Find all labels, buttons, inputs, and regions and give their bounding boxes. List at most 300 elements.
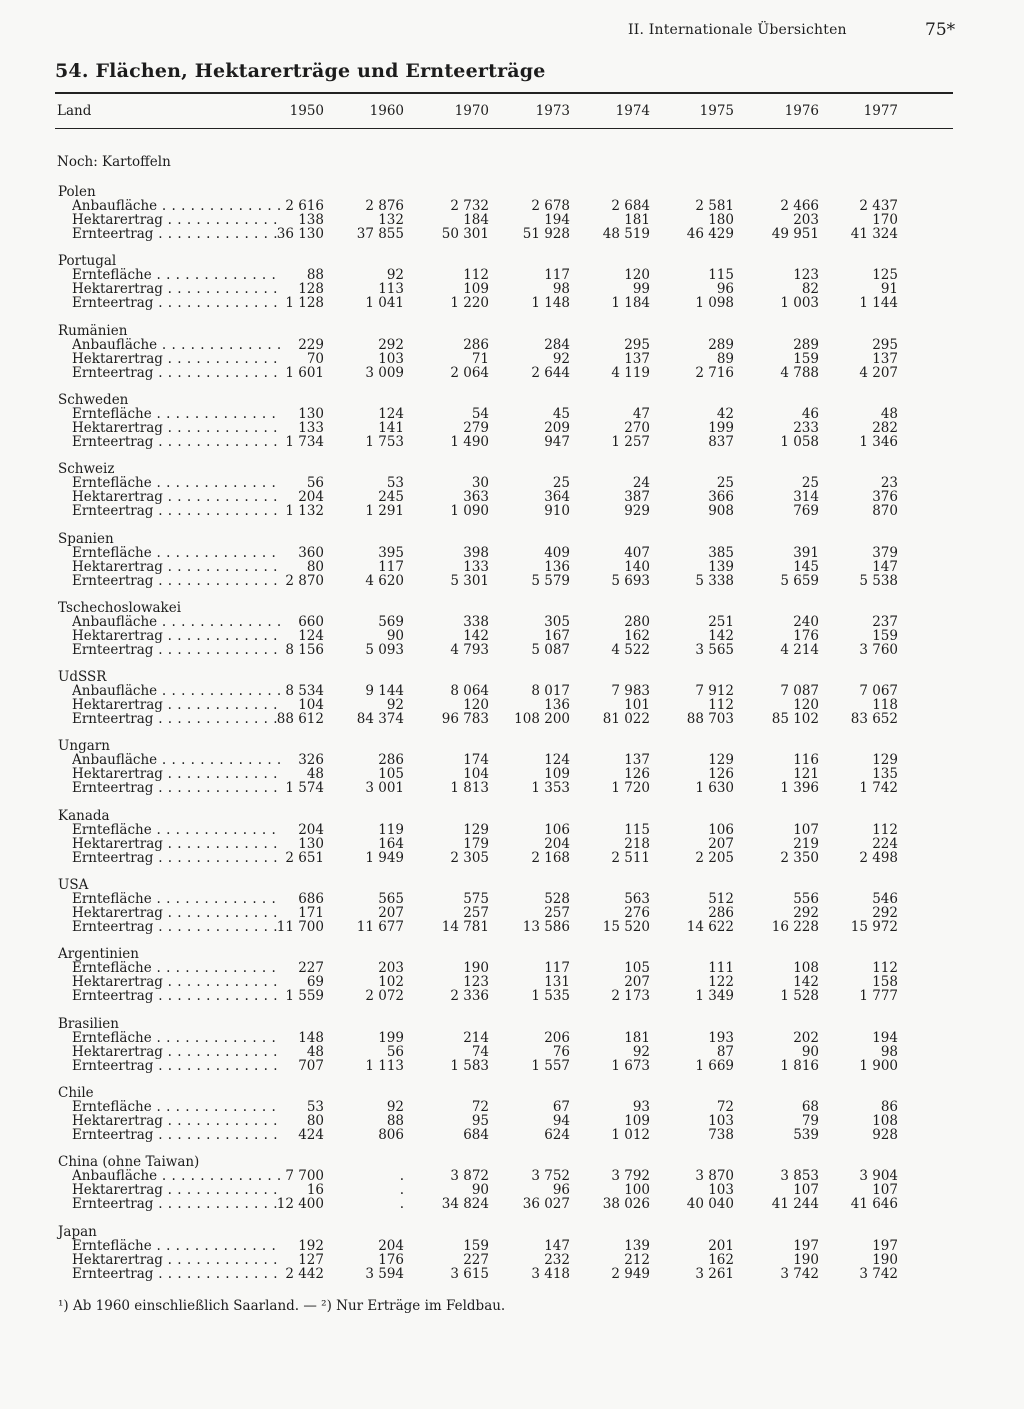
table-cell: 159 <box>463 1238 489 1254</box>
table-cell: 92 <box>552 351 570 367</box>
country-name: China (ohne Taiwan) <box>58 1154 200 1170</box>
table-cell: 25 <box>716 475 734 491</box>
row-label: Ernteertrag . . . <box>72 296 280 310</box>
table-cell: 184 <box>463 212 489 228</box>
table-cell: 5 538 <box>859 573 898 589</box>
country-block <box>0 185 1024 245</box>
table-row <box>0 906 1024 920</box>
table-cell: 2 442 <box>285 1266 324 1282</box>
country-name: Japan <box>58 1224 97 1240</box>
table-cell: 48 <box>306 766 324 782</box>
table-cell: 41 646 <box>850 1196 898 1212</box>
table-cell: 119 <box>378 822 404 838</box>
table-cell: 1 396 <box>780 780 819 796</box>
table-cell: 684 <box>463 1127 489 1143</box>
table-cell: 2 716 <box>695 365 734 381</box>
table-cell: 7 983 <box>611 683 650 699</box>
table-cell: 109 <box>463 281 489 297</box>
table-cell: 48 <box>880 406 898 422</box>
table-cell: 113 <box>378 281 404 297</box>
table-cell: 126 <box>624 766 650 782</box>
table-cell: 929 <box>624 503 650 519</box>
table-cell: 68 <box>801 1099 819 1115</box>
row-label: Erntefläche . . . <box>72 1239 280 1253</box>
table-cell: 70 <box>306 351 324 367</box>
table-cell: 1 583 <box>450 1058 489 1074</box>
table-cell: 910 <box>544 503 570 519</box>
table-row <box>0 476 1024 490</box>
table-cell: 136 <box>544 559 570 575</box>
table-cell: 305 <box>544 614 570 630</box>
table-cell: 80 <box>306 1113 324 1129</box>
table-row <box>0 366 1024 380</box>
table-cell: 46 429 <box>686 226 734 242</box>
table-cell: 135 <box>872 766 898 782</box>
table-cell: 209 <box>544 420 570 436</box>
table-cell: 1 144 <box>859 295 898 311</box>
table-cell: 45 <box>552 406 570 422</box>
table-cell: 102 <box>378 974 404 990</box>
table-cell: 707 <box>298 1058 324 1074</box>
table-cell: 4 119 <box>611 365 650 381</box>
table-cell: 96 <box>716 281 734 297</box>
row-label: Hektarertrag . . . <box>72 629 280 643</box>
table-cell: 3 418 <box>531 1266 570 1282</box>
table-cell: 201 <box>708 1238 734 1254</box>
country-name: Schweden <box>58 392 129 408</box>
table-cell: 326 <box>298 752 324 768</box>
table-cell: 738 <box>708 1127 734 1143</box>
table-row <box>0 338 1024 352</box>
table-cell: 159 <box>793 351 819 367</box>
table-cell: 147 <box>872 559 898 575</box>
row-label: Anbaufläche . . . <box>72 684 280 698</box>
table-cell: 1 669 <box>695 1058 734 1074</box>
table-row <box>0 961 1024 975</box>
table-cell: 1 601 <box>285 365 324 381</box>
table-cell: 338 <box>463 614 489 630</box>
row-label: Ernteertrag . . . <box>72 989 280 1003</box>
table-cell: 88 <box>386 1113 404 1129</box>
table-cell: 1 490 <box>450 434 489 450</box>
table-cell: 282 <box>872 420 898 436</box>
table-cell: 2 644 <box>531 365 570 381</box>
table-cell: 8 017 <box>531 683 570 699</box>
row-label: Hektarertrag . . . <box>72 1253 280 1267</box>
table-cell: 105 <box>378 766 404 782</box>
table-cell: 276 <box>624 905 650 921</box>
table-cell: 245 <box>378 489 404 505</box>
table-cell: 115 <box>708 267 734 283</box>
row-label: Anbaufläche . . . <box>72 615 280 629</box>
table-cell: 197 <box>872 1238 898 1254</box>
table-cell: 162 <box>624 628 650 644</box>
table-cell: 49 951 <box>771 226 819 242</box>
country-block <box>0 254 1024 314</box>
table-cell: 96 783 <box>441 711 489 727</box>
table-cell: 2 678 <box>531 198 570 214</box>
table-cell: 120 <box>624 267 650 283</box>
table-cell: 398 <box>463 545 489 561</box>
table-cell: 14 622 <box>686 919 734 935</box>
table-cell: 5 659 <box>780 573 819 589</box>
country-block <box>0 393 1024 453</box>
table-cell: 98 <box>552 281 570 297</box>
country-block <box>0 1017 1024 1077</box>
table-cell: 129 <box>872 752 898 768</box>
table-cell: 214 <box>463 1030 489 1046</box>
table-cell: 2 498 <box>859 850 898 866</box>
table-cell: 194 <box>872 1030 898 1046</box>
table-cell: 181 <box>624 212 650 228</box>
table-cell: 53 <box>386 475 404 491</box>
country-name: Schweiz <box>58 461 115 477</box>
table-cell: 16 228 <box>771 919 819 935</box>
table-row <box>0 435 1024 449</box>
table-cell: 53 <box>306 1099 324 1115</box>
table-cell: 199 <box>708 420 734 436</box>
row-label: Hektarertrag . . . <box>72 421 280 435</box>
table-cell: 289 <box>708 337 734 353</box>
table-cell: 124 <box>378 406 404 422</box>
table-cell: 575 <box>463 891 489 907</box>
table-cell: 237 <box>872 614 898 630</box>
table-cell: 1 734 <box>285 434 324 450</box>
table-row <box>0 282 1024 296</box>
table-cell: 1 132 <box>285 503 324 519</box>
country-block <box>0 462 1024 522</box>
table-cell: 15 972 <box>850 919 898 935</box>
row-label: Hektarertrag . . . <box>72 767 280 781</box>
table-cell: 1 012 <box>611 1127 650 1143</box>
country-block <box>0 1155 1024 1215</box>
table-cell: 5 693 <box>611 573 650 589</box>
table-cell: 292 <box>793 905 819 921</box>
table-cell: 286 <box>378 752 404 768</box>
table-cell: 11 700 <box>276 919 324 935</box>
row-label: Ernteertrag . . . <box>72 366 280 380</box>
table-row <box>0 1031 1024 1045</box>
table-cell: 251 <box>708 614 734 630</box>
row-label: Hektarertrag . . . <box>72 698 280 712</box>
table-cell: 23 <box>880 475 898 491</box>
column-header-land: Land <box>57 103 92 119</box>
table-cell: 197 <box>793 1238 819 1254</box>
table-row <box>0 1045 1024 1059</box>
table-cell: 3 904 <box>859 1168 898 1184</box>
table-cell: 36 130 <box>276 226 324 242</box>
table-cell: 167 <box>544 628 570 644</box>
table-row <box>0 712 1024 726</box>
country-name: Polen <box>58 184 96 200</box>
table-cell: 103 <box>708 1113 734 1129</box>
table-cell: 366 <box>708 489 734 505</box>
country-name: Brasilien <box>58 1016 119 1032</box>
table-cell: 72 <box>716 1099 734 1115</box>
table-cell: 95 <box>471 1113 489 1129</box>
table-cell: 83 652 <box>850 711 898 727</box>
row-label: Erntefläche . . . <box>72 823 280 837</box>
table-cell: 48 <box>306 1044 324 1060</box>
row-label: Ernteertrag . . . <box>72 1059 280 1073</box>
table-cell: 104 <box>463 766 489 782</box>
table-cell: 112 <box>872 960 898 976</box>
table-cell: 224 <box>872 836 898 852</box>
table-cell: 12 400 <box>276 1196 324 1212</box>
table-cell: 4 207 <box>859 365 898 381</box>
table-cell: 127 <box>298 1252 324 1268</box>
table-cell: 279 <box>463 420 489 436</box>
table-cell: 115 <box>624 822 650 838</box>
country-block <box>0 601 1024 661</box>
table-cell: 292 <box>378 337 404 353</box>
row-label: Hektarertrag . . . <box>72 282 280 296</box>
table-cell: 2 305 <box>450 850 489 866</box>
table-cell: 30 <box>471 475 489 491</box>
table-cell: 81 022 <box>602 711 650 727</box>
table-cell: 117 <box>378 559 404 575</box>
table-cell: 563 <box>624 891 650 907</box>
table-cell: 1 673 <box>611 1058 650 1074</box>
table-cell: 1 058 <box>780 434 819 450</box>
table-cell: 1 098 <box>695 295 734 311</box>
table-cell: 1 742 <box>859 780 898 796</box>
table-cell: 512 <box>708 891 734 907</box>
column-header-year: 1975 <box>699 103 734 119</box>
table-cell: 3 261 <box>695 1266 734 1282</box>
table-cell: 5 093 <box>365 642 404 658</box>
table-cell: 1 148 <box>531 295 570 311</box>
table-cell: 25 <box>801 475 819 491</box>
table-cell: 37 855 <box>356 226 404 242</box>
table-row <box>0 1267 1024 1281</box>
table-cell: 391 <box>793 545 819 561</box>
table-cell: 120 <box>463 697 489 713</box>
table-cell: 120 <box>793 697 819 713</box>
table-cell: 190 <box>793 1252 819 1268</box>
table-cell: 1 128 <box>285 295 324 311</box>
table-cell: 424 <box>298 1127 324 1143</box>
table-cell: 624 <box>544 1127 570 1143</box>
row-label: Hektarertrag . . . <box>72 1045 280 1059</box>
row-label: Hektarertrag . . . <box>72 490 280 504</box>
table-cell: 203 <box>378 960 404 976</box>
table-cell: 2 072 <box>365 988 404 1004</box>
table-cell: 233 <box>793 420 819 436</box>
column-header-year: 1950 <box>289 103 324 119</box>
table-cell: 363 <box>463 489 489 505</box>
column-header-year: 1977 <box>863 103 898 119</box>
table-cell: 129 <box>708 752 734 768</box>
table-cell: 686 <box>298 891 324 907</box>
column-header-year: 1976 <box>784 103 819 119</box>
row-label: Ernteertrag . . . <box>72 643 280 657</box>
table-header-rule <box>55 128 953 129</box>
table-cell: 9 144 <box>365 683 404 699</box>
table-row <box>0 213 1024 227</box>
table-row <box>0 560 1024 574</box>
row-label: Erntefläche . . . <box>72 407 280 421</box>
table-cell: 123 <box>793 267 819 283</box>
table-cell: 25 <box>552 475 570 491</box>
table-cell: . <box>399 1196 404 1212</box>
table-cell: 38 026 <box>602 1196 650 1212</box>
table-cell: 159 <box>872 628 898 644</box>
table-row <box>0 698 1024 712</box>
table-cell: 1 528 <box>780 988 819 1004</box>
table-title: 54. Flächen, Hektarerträge und Ernteerträge <box>55 60 546 82</box>
table-cell: 409 <box>544 545 570 561</box>
table-cell: 2 651 <box>285 850 324 866</box>
table-cell: 108 <box>793 960 819 976</box>
country-name: Portugal <box>58 253 117 269</box>
table-cell: 3 565 <box>695 642 734 658</box>
table-cell: 8 156 <box>285 642 324 658</box>
table-cell: 89 <box>716 351 734 367</box>
table-cell: 1 535 <box>531 988 570 1004</box>
table-cell: 1 349 <box>695 988 734 1004</box>
table-cell: 3 742 <box>859 1266 898 1282</box>
column-header-year: 1960 <box>369 103 404 119</box>
table-cell: 3 001 <box>365 780 404 796</box>
table-cell: 88 <box>306 267 324 283</box>
country-block <box>0 1225 1024 1285</box>
table-cell: 69 <box>306 974 324 990</box>
table-row <box>0 975 1024 989</box>
table-cell: 174 <box>463 752 489 768</box>
table-cell: 219 <box>793 836 819 852</box>
table-row <box>0 268 1024 282</box>
table-cell: 145 <box>793 559 819 575</box>
table-cell: 194 <box>544 212 570 228</box>
country-block <box>0 809 1024 869</box>
table-cell: 546 <box>872 891 898 907</box>
table-cell: 5 338 <box>695 573 734 589</box>
table-cell: 2 581 <box>695 198 734 214</box>
table-cell: 2 064 <box>450 365 489 381</box>
table-cell: 15 520 <box>602 919 650 935</box>
table-cell: 3 870 <box>695 1168 734 1184</box>
table-cell: 56 <box>386 1044 404 1060</box>
table-cell: 139 <box>708 559 734 575</box>
table-cell: 227 <box>463 1252 489 1268</box>
country-block <box>0 878 1024 938</box>
row-label: Anbaufläche . . . <box>72 338 280 352</box>
table-cell: 2 949 <box>611 1266 650 1282</box>
table-row <box>0 684 1024 698</box>
table-row <box>0 643 1024 657</box>
table-cell: 130 <box>298 406 324 422</box>
table-cell: 227 <box>298 960 324 976</box>
table-cell: 131 <box>544 974 570 990</box>
table-cell: 141 <box>378 420 404 436</box>
table-cell: 124 <box>544 752 570 768</box>
table-cell: 71 <box>471 351 489 367</box>
table-cell: 2 168 <box>531 850 570 866</box>
table-cell: 47 <box>632 406 650 422</box>
table-cell: 257 <box>463 905 489 921</box>
row-label: Erntefläche . . . <box>72 892 280 906</box>
table-cell: 117 <box>544 267 570 283</box>
row-label: Erntefläche . . . <box>72 1031 280 1045</box>
column-header-row <box>0 103 1024 123</box>
table-cell: 769 <box>793 503 819 519</box>
table-cell: 1 753 <box>365 434 404 450</box>
table-cell: 92 <box>386 267 404 283</box>
column-header-year: 1974 <box>615 103 650 119</box>
table-row <box>0 1169 1024 1183</box>
table-cell: 3 872 <box>450 1168 489 1184</box>
row-label: Erntefläche . . . <box>72 476 280 490</box>
table-cell: 93 <box>632 1099 650 1115</box>
table-cell: 124 <box>298 628 324 644</box>
table-row <box>0 892 1024 906</box>
table-row <box>0 837 1024 851</box>
table-cell: 2 336 <box>450 988 489 1004</box>
table-cell: 204 <box>298 489 324 505</box>
row-label: Erntefläche . . . <box>72 1100 280 1114</box>
table-row <box>0 1239 1024 1253</box>
table-cell: 118 <box>872 697 898 713</box>
table-row <box>0 615 1024 629</box>
country-name: UdSSR <box>58 669 107 685</box>
table-cell: 36 027 <box>522 1196 570 1212</box>
table-cell: 286 <box>708 905 734 921</box>
table-cell: 204 <box>544 836 570 852</box>
table-cell: 1 813 <box>450 780 489 796</box>
row-label: Ernteertrag . . . <box>72 920 280 934</box>
row-label: Ernteertrag . . . <box>72 1197 280 1211</box>
table-cell: 176 <box>378 1252 404 1268</box>
table-row <box>0 989 1024 1003</box>
table-cell: 132 <box>378 212 404 228</box>
table-cell: 137 <box>624 752 650 768</box>
table-cell: 3 853 <box>780 1168 819 1184</box>
row-label: Ernteertrag . . . <box>72 504 280 518</box>
table-cell: 123 <box>463 974 489 990</box>
table-cell: 1 630 <box>695 780 734 796</box>
table-cell: 13 586 <box>522 919 570 935</box>
row-label: Hektarertrag . . . <box>72 837 280 851</box>
table-cell: 41 324 <box>850 226 898 242</box>
table-cell: 74 <box>471 1044 489 1060</box>
table-cell: 1 900 <box>859 1058 898 1074</box>
table-cell: 129 <box>463 822 489 838</box>
table-cell: 79 <box>801 1113 819 1129</box>
table-cell: 4 214 <box>780 642 819 658</box>
table-cell: 109 <box>544 766 570 782</box>
table-cell: 162 <box>708 1252 734 1268</box>
table-cell: 8 534 <box>285 683 324 699</box>
table-cell: 360 <box>298 545 324 561</box>
table-cell: 395 <box>378 545 404 561</box>
table-cell: 204 <box>298 822 324 838</box>
table-cell: 2 466 <box>780 198 819 214</box>
table-cell: 295 <box>624 337 650 353</box>
table-row <box>0 407 1024 421</box>
country-block <box>0 1086 1024 1146</box>
table-cell: 42 <box>716 406 734 422</box>
table-cell: 1 346 <box>859 434 898 450</box>
table-cell: 2 876 <box>365 198 404 214</box>
table-cell: 92 <box>386 1099 404 1115</box>
page-header <box>0 22 1024 42</box>
table-cell: 193 <box>708 1030 734 1046</box>
table-cell: 192 <box>298 1238 324 1254</box>
table-cell: 5 087 <box>531 642 570 658</box>
table-cell: 7 087 <box>780 683 819 699</box>
table-cell: 1 816 <box>780 1058 819 1074</box>
